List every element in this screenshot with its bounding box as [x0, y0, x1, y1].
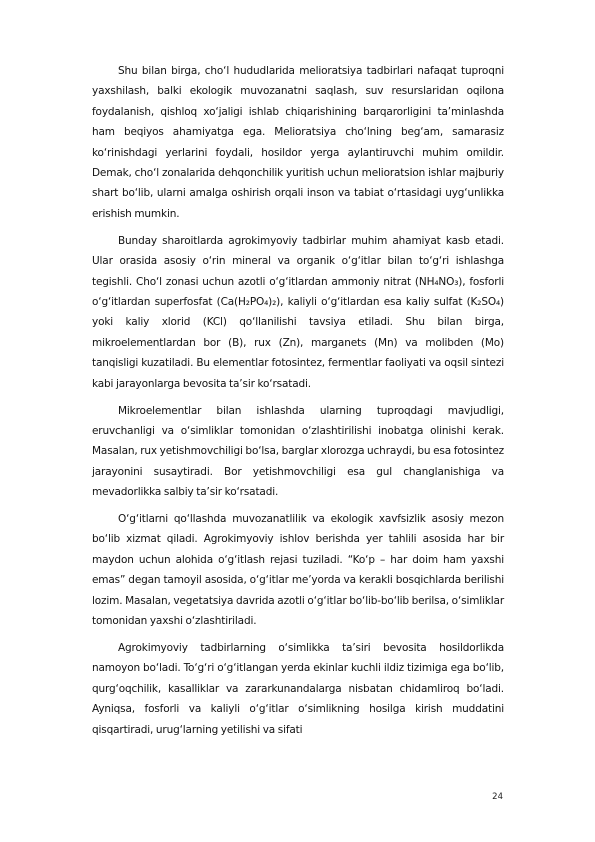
paragraph-1: Shu bilan birga, cho‘l hududlarida melioratsiya tadbirlari nafaqat tuproqni yaxshilash, balki ekologik muvozanatni saqlash, suv resurslaridan oqilona foydalanish, qishloq xo‘jaligi ishlab chiqarishining barqarorligini ta’minlashda ham beqiyos ahamiyatga ega. Melioratsiya cho‘lning beg‘am, samarasiz ko‘rinishdagi yerlarini foydali, hosildor yerga aylantiruvchi muhim omildir. Demak, cho‘l zonalarida dehqonchilik yuritish uchun melioratsion ishlar majburiy shart bo‘lib, ularni amalga oshirish orqali inson va tabiat o‘rtasidagi uyg‘unlikka erishish mumkin. — [92, 65, 504, 220]
paragraph-3: Mikroelementlar bilan ishlashda ularning tuproqdagi mavjudligi, eruvchanligi va o‘simliklar tomonidan o‘zlashtirilishi inobatga olinishi kerak. Masalan, rux yetishmovchiligi bo‘lsa, barglar xlorozga uchraydi, bu esa fotosintez jarayonini susaytiradi. Bor yetishmovchiligi esa gul changlanishiga va mevadorlikka salbiy ta’sir ko‘rsatadi. — [92, 404, 504, 499]
paragraph-5: Agrokimyoviy tadbirlarning o‘simlikka ta’siri bevosita hosildorlikda namoyon bo‘ladi. To‘g‘ri o‘g‘itlangan yerda ekinlar kuchli ildiz tizimiga ega bo‘lib, qurg‘oqchilik, kasalliklar va zararkunandalarga nisbatan chidamliroq bo‘ladi. Ayniqsa, fosforli va kaliyli o‘g‘itlar o‘simlikning hosilga kirish muddatini qisqartiradi, urug‘larning yetilishi va sifati — [92, 641, 504, 736]
paragraph-2: Bunday sharoitlarda agrokimyoviy tadbirlar muhim ahamiyat kasb etadi. Ular orasida asosiy o‘rin mineral va organik o‘g‘itlar bilan to‘g‘ri ishlashga tegishli. Cho‘l zonasi uchun azotli o‘g‘itlardan ammoniy nitrat (NH₄NO₃), fosforli o‘g‘itlardan superfosfat (Ca(H₂PO₄)₂), kaliyli o‘g‘itlardan esa kaliy sulfat (K₂SO₄) yoki kaliy xlorid (KCl) qo‘llanilishi tavsiya etiladi. Shu bilan birga, mikroelementlardan bor (B), rux (Zn), marganets (Mn) va molibden (Mo) tanqisligi kuzatiladi. Bu elementlar fotosintez, fermentlar faoliyati va oqsil sintezi kabi jarayonlarga bevosita ta’sir ko‘rsatadi. — [92, 234, 504, 390]
page-number: 24 — [492, 792, 503, 802]
document-page — [92, 61, 504, 747]
paragraph-4: O‘g‘itlarni qo‘llashda muvozanatlilik va ekologik xavfsizlik asosiy mezon bo‘lib xizmat qiladi. Agrokimyoviy ishlov berishda yer tahlili asosida har bir maydon uchun alohida o‘g‘itlash rejasi tuziladi. “Ko‘p – har doim ham yaxshi emas” degan tamoyil asosida, o‘g‘itlar me’yorda va kerakli bosqichlarda berilishi lozim. Masalan, vegetatsiya davrida azotli o‘g‘itlar bo‘lib-bo‘lib berilsa, o‘simliklar tomonidan yaxshi o‘zlashtiriladi. — [92, 513, 504, 628]
